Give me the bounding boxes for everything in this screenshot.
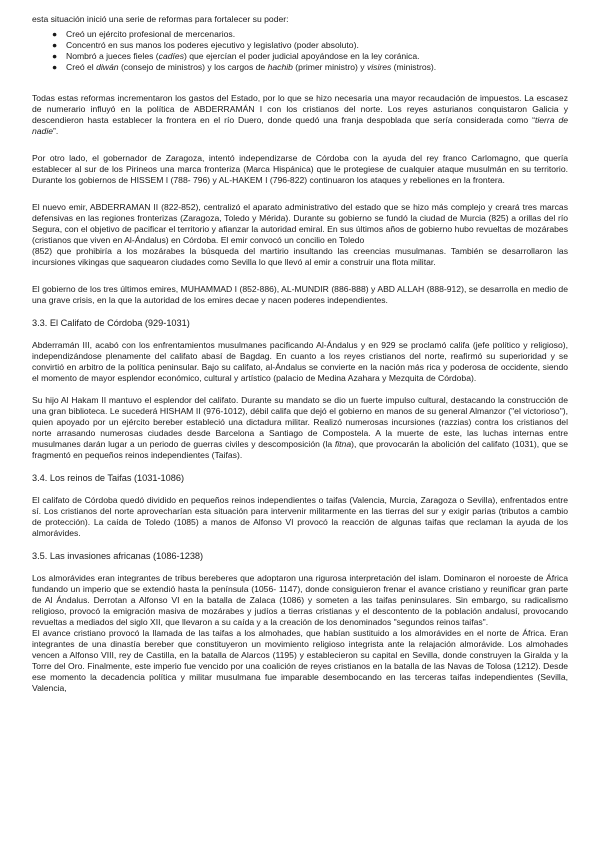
paragraph-last-emirs: El gobierno de los tres últimos emires, MUHAMMAD I (852-886), AL-MUNDIR (886-888) y ABD ALLAH (888-912), se desarrolla en medio de una grave crisis, en la que la autoridad de los emires decae y nacen poderes independientes. — [32, 284, 568, 305]
paragraph-taifas: El califato de Córdoba quedó dividido en pequeños reinos independientes o taifas (Valencia, Murcia, Zaragoza o Sevilla), enfrentados entre sí. Los cristianos del norte aprovecharían esta situación para intervenir militarmente en las tierras del sur y exigir parias (tributos a cambio de protección). La caída de Toledo (1085) a manos de Alfonso VI provocó la reacción de algunas taifas que reclaman la ayuda de los almorávides. — [32, 495, 568, 538]
bullet-icon: ● — [52, 62, 58, 72]
list-item-text: Creó un ejército profesional de mercenarios. — [66, 29, 236, 39]
paragraph-almoravides: Los almorávides eran integrantes de tribus bereberes que adoptaron una rigurosa interpretación del islam. Dominaron el noroeste de África fundando un imperio que se extendió hasta la península (1056- 1147), donde consiguieron frenar el avance cristiano y reunificar gran parte de Al Ándalus. Derrotan a Alfonso VI en la batalla de Zalaca (1086) y someten a las taifas peninsulares. Sin embargo, su radicalismo religioso, provocó la emigración masiva de mozárabes y judíos a tierras cristianas y el descontento de la población andalusí, provocando revueltas a mediados del siglo XII, que llevaron a su caída y a la creación de los denominados "segundos reinos taifas". — [32, 573, 568, 627]
paragraph-abderraman-iii: Abderramán III, acabó con los enfrentamientos musulmanes pacificando Al-Ándalus y en 929 se proclamó califa (jefe político y religioso), independizándose plenamente del califato abasí de Bagdag. En cuanto a los reyes cristianos del norte, reafirmó su superioridad y se convirtió en arbitro de la política peninsular. Bajo su califato, al-Ándalus se convierte en la nación más rica y poderosa de occidente, siendo el momento de mayor esplendor económico, cultural y artístico (palacio de Medina Azahara y Mezquita de Córdoba). — [32, 340, 568, 383]
section-heading-califato: 3.3. El Califato de Córdoba (929-1031) — [32, 318, 190, 328]
paragraph-reforms-taxes: Todas estas reformas incrementaron los gastos del Estado, por lo que se hizo necesaria una mayor recaudación de impuestos. La escasez de numerario influyó en la política de ABDERRAMÁN I con los cristianos del norte. Los reyes asturianos conquistaron Galicia y descendieron hasta establecer la frontera en el río Duero, donde quedó una franja despoblada que sería considerada como “tierra de nadie”. — [32, 93, 569, 136]
paragraph-zaragoza: Por otro lado, el gobernador de Zaragoza, intentó independizarse de Córdoba con la ayuda del rey franco Carlomagno, que quería establecer al sur de los Pirineos una marca fronteriza (Marca Hispánica) que le protegiese de cualquier ataque musulmán en su territorio. Durante los gobiernos de HISSEM I (788- 796) y AL-HAKEM I (796-822) continuaron los ataques y rebeliones en la frontera. — [32, 153, 568, 185]
term-cadies: cadíes — [158, 51, 184, 61]
paragraph-abderraman-ii: El nuevo emir, ABDERRAMAN II (822-852), centralizó el aparato administrativo del estado que se hizo más complejo y creará tres marcas defensivas en las regiones fronterizas (Zaragoza, Toledo y Mérida). Durante su gobierno se fundó la ciudad de Murcia (825) a orillas del río Segura, con el objetivo de pacificar el territorio y afianzar la autoridad emiral. En sus últimos años de gobierno hubo revueltas de mozárabes (cristianos que viven en Al-Ándalus) en Córdoba. El emir convocó un concilio en Toledo (852) que prohibiría a los mozárabes la búsqueda del martirio insultando las creencias musulmanas. También se desarrollaron las incursiones vikingas que saquearon ciudades como Sevilla lo que llevó al emir a construir una flota militar. — [32, 202, 568, 267]
bullet-icon: ● — [52, 51, 58, 61]
list-item — [52, 51, 568, 62]
bullet-icon: ● — [52, 40, 58, 50]
paragraph-almohades: El avance cristiano provocó la llamada de las taifas a los almohades, que habían sustituido a los almorávides en el norte de África. Eran integrantes de una dinastía bereber que constituyeron un movimiento religioso integrista ante la relajación almorávide. Los almohades vencen a Alfonso VIII, rey de Castilla, en la batalla de Alarcos (1195) y establecieron su capital en Sevilla, donde construyen la Giralda y la Torre del Oro. Finalmente, este imperio fue vencido por una coalición de reyes cristianos en la batalla de las Navas de Tolosa (1212). Desde ese momento la decadencia política y militar musulmana fue imparable desembocando en las terceras taifas independientes (Sevilla, Valencia, — [32, 628, 568, 693]
term-visires: visires — [366, 62, 392, 72]
bullet-icon: ● — [52, 29, 58, 39]
reforms-list — [32, 29, 568, 73]
list-item — [52, 40, 568, 51]
section-heading-taifas: 3.4. Los reinos de Taifas (1031-1086) — [32, 473, 185, 483]
list-item — [52, 29, 568, 40]
term-tierra-de-nadie: tierra de nadie — [32, 115, 569, 136]
list-item-text: Nombró a jueces fieles (cadíes) que ejercían el poder judicial apoyándose en la ley coránica. — [66, 51, 420, 61]
term-fitna: fitna — [334, 439, 352, 449]
paragraph-al-hakam-ii: Su hijo Al Hakam II mantuvo el esplendor del califato. Durante su mandato se dio un fuerte impulso cultural, destacando la construcción de una gran biblioteca. Le sucederá HISHAM II (976-1012), débil califa que dejó el gobierno en manos de su general Almanzor ("el victorioso"), quien apoyado por un ejército bereber estableció una dictadura militar. Realizó numerosas incursiones (razzias) contra los cristianos del norte arrasando numerosas ciudades desde Barcelona a Santiago de Compostela. A la muerte de este, las luchas internas entre musulmanes darán lugar a un periodo de guerras civiles y descomposición (la fitna), que provocarán la abolición del califato (1031), que se fragmentó en pequeños reinos independientes (Taifas). — [32, 395, 568, 460]
term-hachib: hachib — [267, 62, 293, 72]
list-item-text: Creó el diwán (consejo de ministros) y los cargos de hachib (primer ministro) y visires (ministros). — [66, 62, 437, 72]
term-diwan: diwán — [96, 62, 119, 72]
list-item — [52, 62, 568, 73]
list-item-text: Concentró en sus manos los poderes ejecutivo y legislativo (poder absoluto). — [66, 40, 359, 50]
intro-line: esta situación inició una serie de reformas para fortalecer su poder: — [32, 14, 289, 24]
section-heading-invasiones: 3.5. Las invasiones africanas (1086-1238) — [32, 551, 204, 561]
